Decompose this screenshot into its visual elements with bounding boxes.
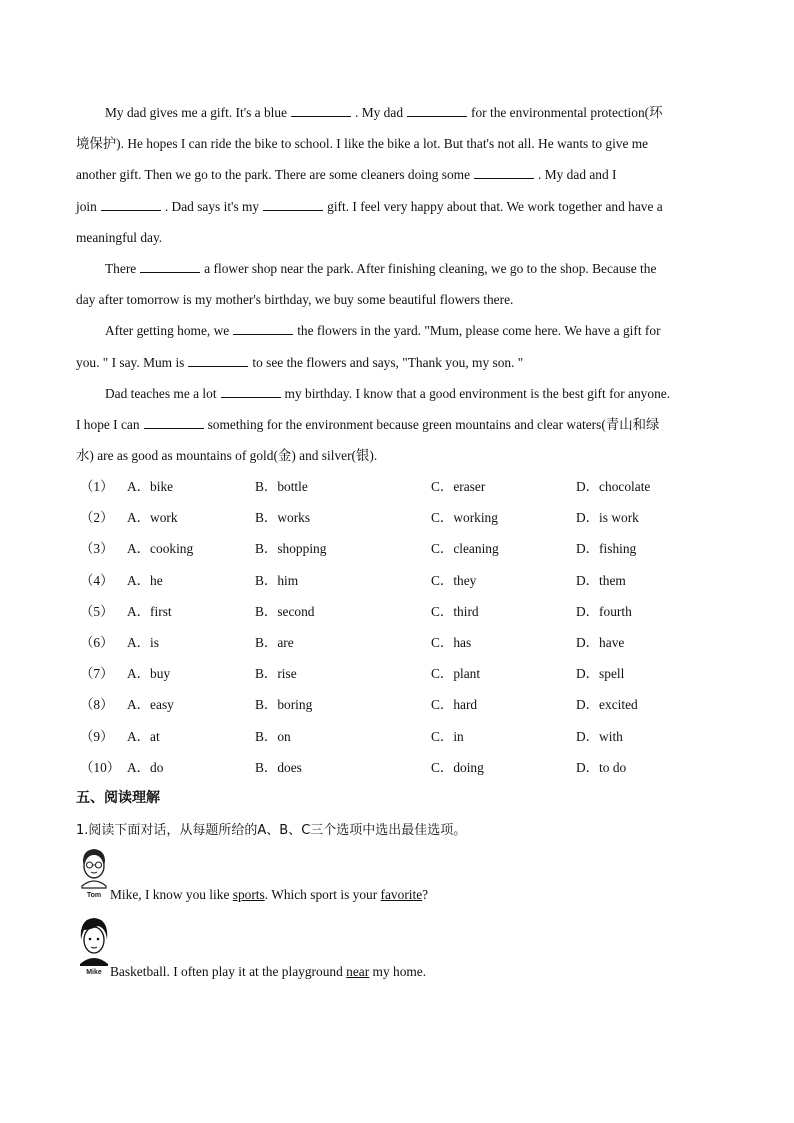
- option-b[interactable]: B．on: [255, 728, 291, 744]
- option-a[interactable]: A．first: [127, 603, 172, 619]
- option-d[interactable]: D．chocolate: [576, 479, 651, 494]
- option-d[interactable]: D．to do: [576, 759, 627, 775]
- option-a[interactable]: A．at: [127, 728, 160, 744]
- passage-line: [76, 159, 724, 190]
- passage-text: you. " I say. Mum is: [76, 354, 185, 370]
- svg-text:Tom: Tom: [86, 892, 102, 899]
- passage-text: . My dad and I: [538, 167, 617, 183]
- dialog-row-mike: [76, 916, 676, 980]
- question-number: （5）: [80, 603, 114, 619]
- option-a[interactable]: A．cooking: [127, 541, 194, 557]
- passage-text: After getting home, we: [105, 323, 230, 339]
- option-d[interactable]: D．is work: [576, 510, 639, 526]
- answer-blank[interactable]: [263, 197, 323, 211]
- passage-text: day after tomorrow is my mother's birthday, we buy some beautiful flowers there.: [76, 292, 514, 308]
- speech-text: my home.: [369, 964, 427, 979]
- question-number: （1）: [80, 479, 114, 494]
- answer-blank[interactable]: [101, 197, 161, 211]
- option-c[interactable]: C．doing: [431, 759, 484, 775]
- question-number: （8）: [80, 697, 114, 713]
- passage-line: [76, 315, 724, 346]
- speech-text: . Which sport is your: [264, 887, 381, 902]
- option-row: [76, 658, 726, 689]
- speech-text: ?: [422, 887, 429, 902]
- section-instruction: 1.阅读下面对话，从每题所给的A、B、C三个选项中选出最佳选项。: [76, 823, 467, 838]
- passage-text: gift. I feel very happy about that. We work together and have a: [327, 198, 663, 214]
- option-b[interactable]: B．shopping: [255, 541, 327, 557]
- option-a[interactable]: A．buy: [127, 666, 171, 682]
- option-d[interactable]: D．have: [576, 634, 625, 650]
- passage-line: [76, 378, 724, 409]
- passage-line: [76, 97, 724, 128]
- passage-line: [76, 222, 724, 253]
- passage-text: There: [105, 260, 137, 276]
- question-number: （7）: [80, 666, 114, 682]
- answer-blank[interactable]: [233, 321, 293, 335]
- passage-text: . My dad: [355, 105, 404, 120]
- option-b[interactable]: B．bottle: [255, 479, 308, 494]
- underlined-word: sports: [232, 887, 265, 902]
- underlined-word: near: [346, 964, 370, 979]
- passage-text: My dad gives me a gift. It's a blue: [105, 105, 288, 120]
- answer-blank[interactable]: [144, 415, 204, 429]
- question-number: （4）: [80, 572, 114, 588]
- option-row: [76, 721, 726, 752]
- answer-blank[interactable]: [474, 165, 534, 179]
- question-number: （10）: [80, 759, 121, 775]
- answer-blank[interactable]: [221, 384, 281, 398]
- underlined-word: favorite: [380, 887, 423, 902]
- svg-text:Mike: Mike: [86, 969, 102, 976]
- option-d[interactable]: D．spell: [576, 666, 625, 682]
- passage-text: the flowers in the yard. "Mum, please come here. We have a gift for: [297, 323, 661, 339]
- option-row: [76, 565, 726, 596]
- option-row: [76, 502, 726, 533]
- option-c[interactable]: C．cleaning: [431, 541, 499, 557]
- passage-text: for the environmental protection(环: [471, 105, 663, 120]
- option-c[interactable]: C．third: [431, 603, 479, 619]
- passage-text: a flower shop near the park. After finishing cleaning, we go to the shop. Because the: [204, 260, 657, 276]
- answer-blank[interactable]: [188, 353, 248, 367]
- passage-line: [76, 284, 724, 315]
- option-d[interactable]: D．with: [576, 728, 623, 744]
- speech-text: Basketball. I often play it at the playground: [110, 964, 347, 979]
- option-b[interactable]: B．second: [255, 603, 315, 619]
- passage-text: 水) are as good as mountains of gold(金) and silver(银).: [76, 448, 378, 464]
- dialog-row-tom: [76, 846, 676, 902]
- option-c[interactable]: C．working: [431, 510, 498, 526]
- option-a[interactable]: A．work: [127, 510, 178, 526]
- option-a[interactable]: A．bike: [127, 479, 174, 494]
- passage-text: join: [76, 198, 97, 214]
- tom-avatar-icon: [76, 846, 112, 900]
- option-c[interactable]: C．they: [431, 572, 477, 588]
- answer-blank[interactable]: [140, 259, 200, 273]
- option-b[interactable]: B．him: [255, 572, 299, 588]
- option-d[interactable]: D．fishing: [576, 541, 637, 557]
- passage-text: I hope I can: [76, 416, 140, 432]
- cloze-passage: [76, 97, 724, 471]
- option-a[interactable]: A．do: [127, 759, 164, 775]
- passage-text: something for the environment because green mountains and clear waters(青山和绿: [207, 416, 660, 432]
- passage-text: meaningful day.: [76, 229, 163, 245]
- option-a[interactable]: A．is: [127, 634, 159, 650]
- option-row: [76, 533, 726, 564]
- option-b[interactable]: B．boring: [255, 697, 313, 713]
- answer-blank[interactable]: [407, 103, 467, 117]
- passage-text: my birthday. I know that a good environment is the best gift for anyone.: [284, 385, 671, 401]
- answer-blank[interactable]: [291, 103, 351, 117]
- option-c[interactable]: C．hard: [431, 697, 478, 713]
- mike-speech: [110, 964, 426, 980]
- question-number: （2）: [80, 510, 114, 526]
- option-b[interactable]: B．does: [255, 759, 302, 775]
- passage-text: Dad teaches me a lot: [105, 385, 217, 401]
- passage-line: [76, 409, 724, 440]
- option-b[interactable]: B．rise: [255, 666, 297, 682]
- option-a[interactable]: A．he: [127, 572, 163, 588]
- question-number: （9）: [80, 728, 114, 744]
- passage-line: [76, 440, 724, 471]
- speech-text: Mike, I know you like: [110, 887, 233, 902]
- question-number: （3）: [80, 541, 114, 557]
- option-b[interactable]: B．works: [255, 510, 311, 526]
- answer-options: [76, 471, 726, 783]
- option-row: [76, 689, 726, 720]
- passage-text: another gift. Then we go to the park. There are some cleaners doing some: [76, 167, 471, 183]
- option-d[interactable]: D．them: [576, 572, 626, 588]
- passage-line: [76, 347, 724, 378]
- option-row: [76, 471, 726, 502]
- mike-avatar-icon: [76, 916, 112, 976]
- option-row: [76, 596, 726, 627]
- passage-line: [76, 253, 724, 284]
- passage-text: 境保护). He hopes I can ride the bike to school. I like the bike a lot. But that's not all. He wants to give me: [76, 136, 649, 152]
- option-b[interactable]: B．are: [255, 634, 294, 650]
- option-c[interactable]: C．eraser: [431, 479, 486, 494]
- option-d[interactable]: D．excited: [576, 697, 638, 713]
- option-d[interactable]: D．fourth: [576, 603, 632, 619]
- option-a[interactable]: A．easy: [127, 697, 174, 713]
- option-row: [76, 752, 726, 783]
- passage-line: [76, 128, 724, 159]
- passage-text: . Dad says it's my: [164, 198, 260, 214]
- option-c[interactable]: C．in: [431, 728, 464, 744]
- passage-text: to see the flowers and says, "Thank you, my son. ": [252, 354, 524, 370]
- tom-speech: [110, 887, 428, 903]
- option-c[interactable]: C．plant: [431, 666, 481, 682]
- section-title: 五、阅读理解: [76, 790, 160, 806]
- question-number: （6）: [80, 634, 114, 650]
- option-row: [76, 627, 726, 658]
- passage-line: [76, 191, 724, 222]
- option-c[interactable]: C．has: [431, 634, 472, 650]
